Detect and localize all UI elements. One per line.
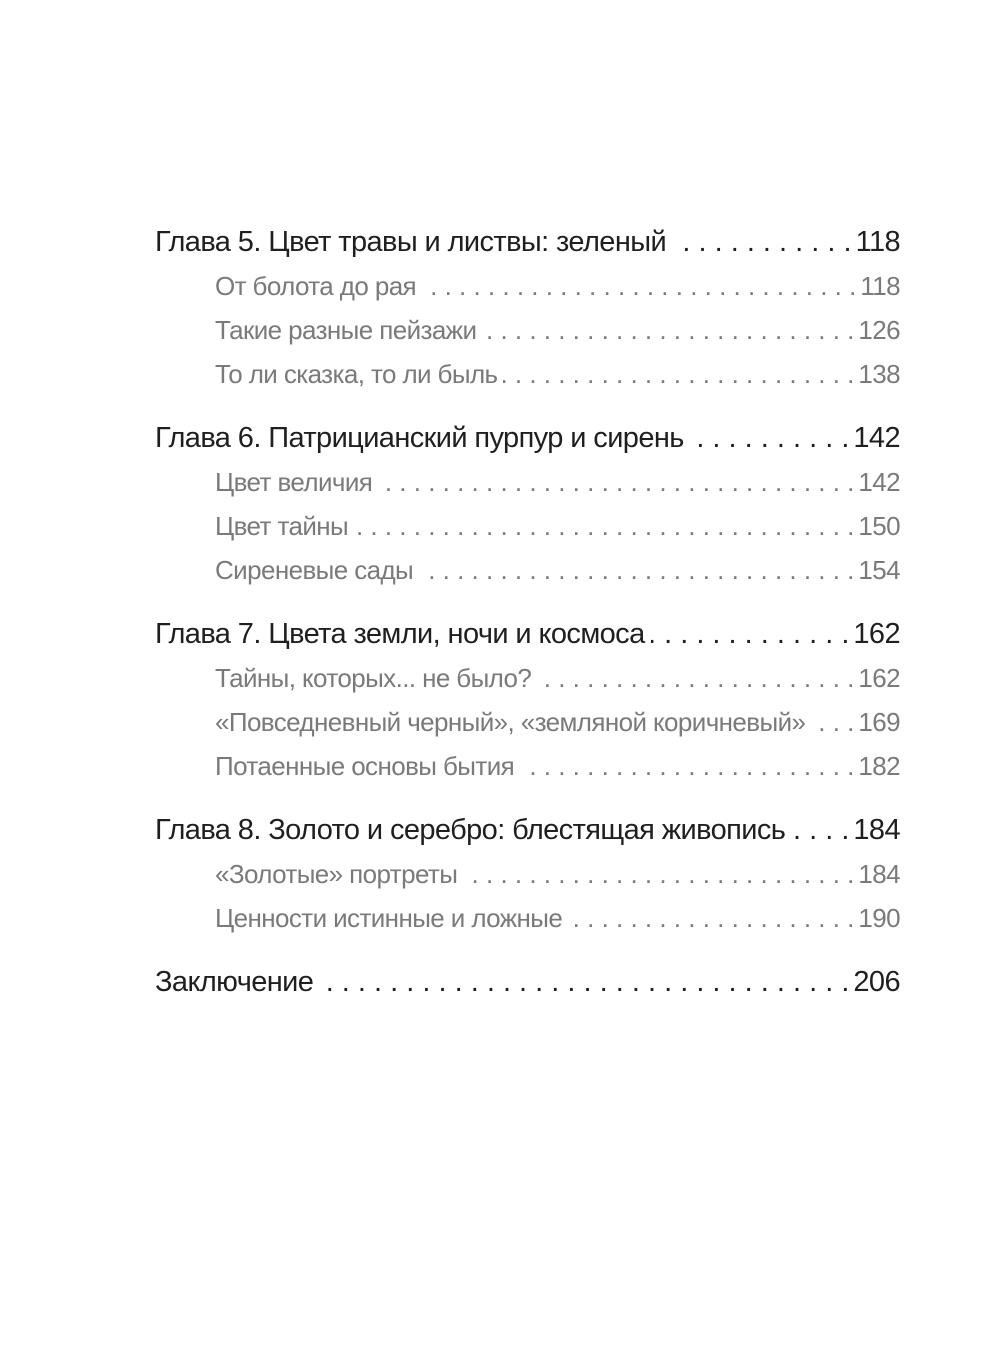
dot-leader [690, 416, 850, 460]
page-number: 162 [858, 663, 900, 693]
dot-leader [811, 700, 854, 744]
chapter-7 [155, 612, 900, 788]
toc-section-row [155, 896, 900, 940]
chapter-8 [155, 808, 900, 940]
page-number: 184 [853, 814, 900, 846]
page-number: 142 [858, 467, 900, 497]
toc-section-row [155, 548, 900, 592]
dot-leader [482, 308, 854, 352]
section-title: Сиреневые сады [215, 555, 414, 585]
section-title: Тайны, которых... не было? [215, 663, 532, 693]
toc-chapter-row [155, 808, 900, 852]
chapter-6 [155, 416, 900, 592]
section-title: Ценности истинные и ложные [215, 903, 563, 933]
section-title: Цвет величия [215, 467, 373, 497]
chapter-title: Глава 8. Золото и серебро: блестящая живопись [155, 814, 786, 846]
page-number: 118 [860, 271, 900, 301]
chapter-title: Заключение [155, 966, 314, 998]
dot-leader [503, 352, 854, 396]
toc-section-row [155, 308, 900, 352]
toc-section-row [155, 700, 900, 744]
page-number: 138 [858, 359, 900, 389]
page-number: 118 [855, 226, 900, 258]
page-number: 142 [853, 422, 900, 454]
table-of-contents [155, 220, 900, 1024]
toc-section-row [155, 460, 900, 504]
section-title: Потаенные основы бытия [215, 751, 515, 781]
toc-section-row [155, 656, 900, 700]
dot-leader [463, 852, 854, 896]
chapter-title: Глава 6. Патрицианский пурпур и сирень [155, 422, 684, 454]
toc-section-row [155, 504, 900, 548]
dot-leader [419, 548, 854, 592]
toc-section-row [155, 744, 900, 788]
dot-leader [520, 744, 854, 788]
conclusion [155, 960, 900, 1004]
section-title: «Золотые» портреты [215, 859, 458, 889]
section-title: Такие разные пейзажи [215, 315, 477, 345]
page-number: 169 [858, 707, 900, 737]
page-number: 190 [858, 903, 900, 933]
toc-chapter-row [155, 612, 900, 656]
section-title: Цвет тайны [215, 511, 349, 541]
chapter-title: Глава 5. Цвет травы и листвы: зеленый [155, 226, 667, 258]
page-number: 162 [853, 618, 900, 650]
dot-leader [537, 656, 854, 700]
page-number: 206 [853, 966, 900, 998]
chapter-title: Глава 7. Цвета земли, ночи и космоса [155, 618, 645, 650]
dot-leader [378, 460, 854, 504]
page-number: 154 [858, 555, 900, 585]
toc-chapter-row [155, 416, 900, 460]
toc-section-row [155, 852, 900, 896]
section-title: «Повседневный черный», «земляной коричневый» [215, 707, 806, 737]
page-number: 126 [858, 315, 900, 345]
dot-leader [672, 220, 851, 264]
page-number: 184 [858, 859, 900, 889]
toc-chapter-row [155, 220, 900, 264]
section-title: То ли сказка, то ли быль [215, 359, 498, 389]
section-title: От болота до рая [215, 271, 417, 301]
dot-leader [319, 960, 849, 1004]
page-number: 150 [858, 511, 900, 541]
page-number: 182 [858, 751, 900, 781]
dot-leader [422, 264, 856, 308]
dot-leader [791, 808, 849, 852]
toc-section-row [155, 352, 900, 396]
dot-leader [354, 504, 854, 548]
toc-section-row [155, 264, 900, 308]
chapter-5 [155, 220, 900, 396]
dot-leader [568, 896, 854, 940]
toc-chapter-row [155, 960, 900, 1004]
dot-leader [651, 612, 850, 656]
